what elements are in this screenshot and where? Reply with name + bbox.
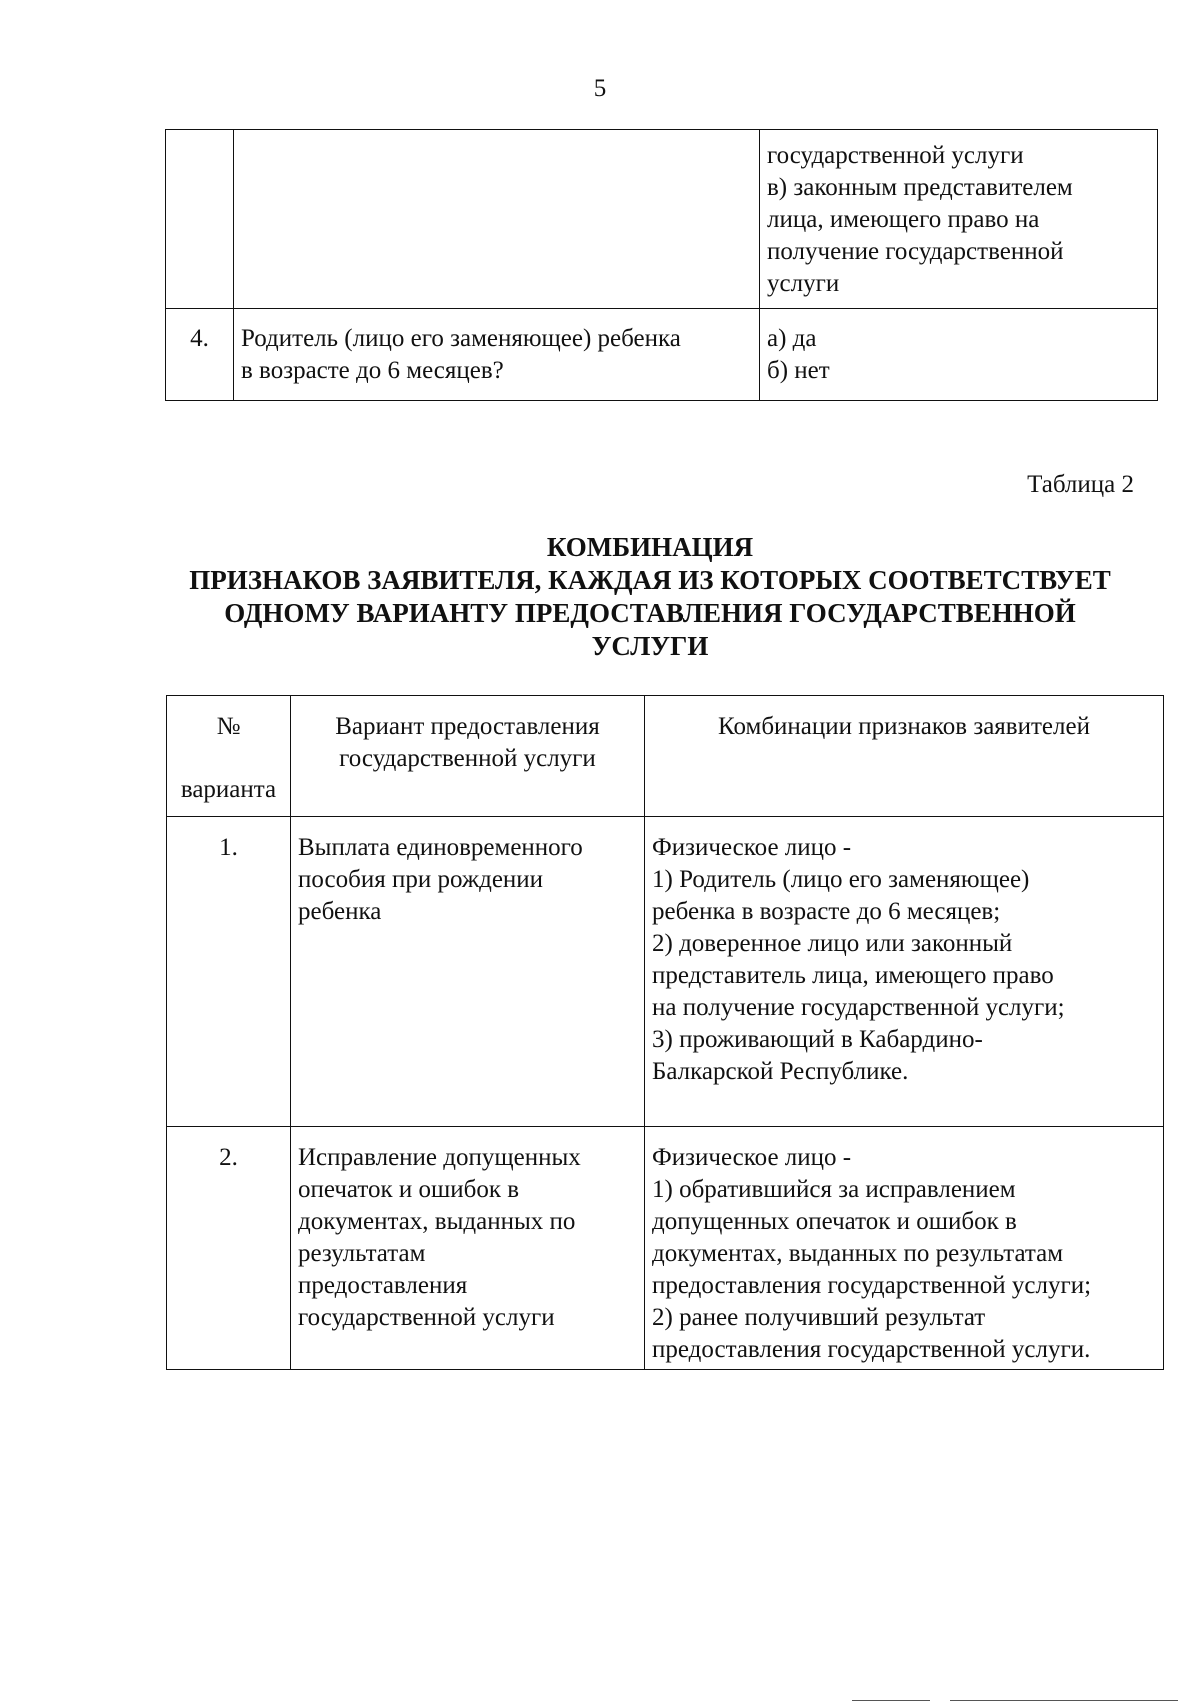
table-cell-number: 1. <box>167 817 291 1127</box>
variant-line: ребенка <box>298 898 382 925</box>
table-cell-answers <box>760 309 1158 401</box>
variant-line: предоставления <box>298 1272 468 1299</box>
answer-line: б) нет <box>767 357 830 384</box>
table-cell-number: 2. <box>167 1127 291 1370</box>
answer-line: в) законным представителем <box>767 174 1073 201</box>
answer-line: государственной услуги <box>767 142 1024 169</box>
table-cell-combination <box>645 817 1164 1127</box>
table-cell-answers <box>760 130 1158 309</box>
variant-line: государственной услуги <box>298 1304 555 1331</box>
variant-line: опечаток и ошибок в <box>298 1176 520 1203</box>
combination-line: Балкарской Республике. <box>652 1058 909 1085</box>
table-row <box>167 817 1164 1127</box>
header-cell-number <box>167 696 291 817</box>
page-number: 5 <box>593 75 607 102</box>
table-cell-number <box>166 130 234 309</box>
table-cell-combination <box>645 1127 1164 1370</box>
combination-line: Физическое лицо - <box>652 1144 852 1171</box>
combination-line: ребенка в возрасте до 6 месяцев; <box>652 898 1001 925</box>
variant-line: Исправление допущенных <box>298 1144 581 1171</box>
table-cell-question <box>234 130 760 309</box>
variant-line: пособия при рождении <box>298 866 544 893</box>
answer-line: а) да <box>767 325 817 352</box>
combination-line: Физическое лицо - <box>652 834 852 861</box>
header-cell-variant <box>291 696 645 817</box>
variant-line: Выплата единовременного <box>298 834 583 861</box>
number-word: варианта <box>180 776 277 803</box>
variant-line: документах, выданных по <box>298 1208 576 1235</box>
section-heading <box>150 531 1150 663</box>
table-row <box>166 309 1158 401</box>
table-cell-question <box>234 309 760 401</box>
table-cell-variant <box>291 817 645 1127</box>
answer-line: лица, имеющего право на <box>767 206 1040 233</box>
combination-line: 1) обратившийся за исправлением <box>652 1176 1016 1203</box>
combination-line: 2) ранее получивший результат <box>652 1304 986 1331</box>
variant-line: результатам <box>298 1240 426 1267</box>
table-cell-number: 4. <box>166 309 234 401</box>
answer-line: услуги <box>767 270 840 297</box>
combination-line: документах, выданных по результатам <box>652 1240 1064 1267</box>
table-cell-variant <box>291 1127 645 1370</box>
heading-line: ПРИЗНАКОВ ЗАЯВИТЕЛЯ, КАЖДАЯ ИЗ КОТОРЫХ СООТВЕТСТВУЕТ <box>189 565 1111 595</box>
header-line: государственной услуги <box>339 745 596 772</box>
criteria-table-continued <box>165 129 1158 401</box>
table-caption: Таблица 2 <box>1027 471 1134 498</box>
footer-rule <box>852 1700 930 1701</box>
combination-line: на получение государственной услуги; <box>652 994 1065 1021</box>
combination-line: 2) доверенное лицо или законный <box>652 930 1013 957</box>
heading-line: КОМБИНАЦИЯ <box>546 532 754 562</box>
question-line: в возрасте до 6 месяцев? <box>241 357 504 384</box>
combination-line: 3) проживающий в Кабардино- <box>652 1026 983 1053</box>
table-header-row <box>167 696 1164 817</box>
footer-rule <box>950 1700 1178 1701</box>
header-cell-combination: Комбинации признаков заявителей <box>645 696 1164 817</box>
heading-line: ОДНОМУ ВАРИАНТУ ПРЕДОСТАВЛЕНИЯ ГОСУДАРСТВЕННОЙ <box>224 598 1076 628</box>
answer-line: получение государственной <box>767 238 1064 265</box>
combination-line: предоставления государственной услуги. <box>652 1336 1091 1363</box>
question-line: Родитель (лицо его заменяющее) ребенка <box>241 325 681 352</box>
number-symbol: № <box>216 713 241 740</box>
combination-line: предоставления государственной услуги; <box>652 1272 1092 1299</box>
header-line: Вариант предоставления <box>335 713 600 740</box>
combination-line: представитель лица, имеющего право <box>652 962 1054 989</box>
combination-line: допущенных опечаток и ошибок в <box>652 1208 1017 1235</box>
combination-line: 1) Родитель (лицо его заменяющее) <box>652 866 1030 893</box>
heading-line: УСЛУГИ <box>591 631 709 661</box>
table-row <box>167 1127 1164 1370</box>
variants-table <box>166 695 1164 1370</box>
table-row <box>166 130 1158 309</box>
